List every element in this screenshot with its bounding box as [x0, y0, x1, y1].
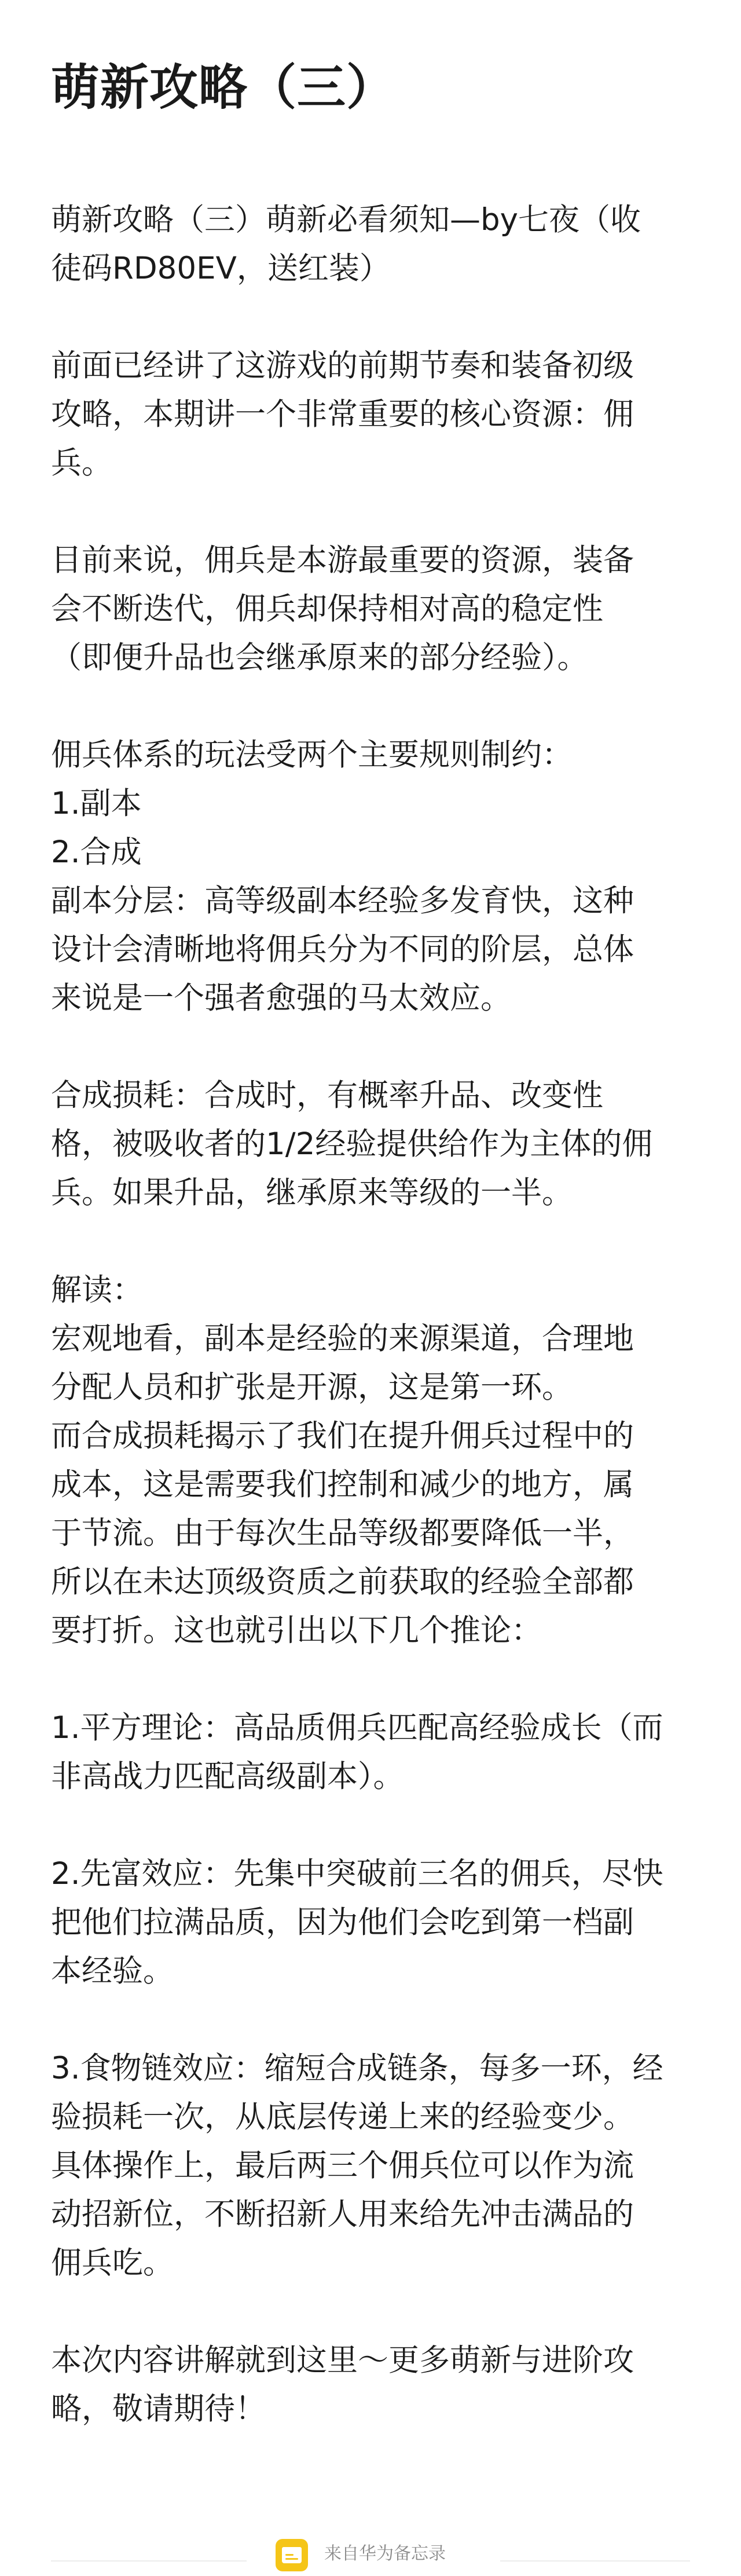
text-line: 具体操作上，最后两三个佣兵位可以作为流	[51, 2148, 634, 2183]
text-line: 设计会清晰地将佣兵分为不同的阶层，总体	[51, 932, 634, 967]
text-line: 验损耗一次，从底层传递上来的经验变少。	[51, 2099, 634, 2135]
text-line: 兵。如果升品，继承原来等级的一半。	[51, 1175, 573, 1210]
text-line: 格，被吸收者的1/2经验提供给作为主体的佣	[51, 1126, 653, 1162]
text-line: 1.副本	[51, 786, 142, 821]
paragraph-rich-first	[51, 1850, 690, 1996]
text-line: 略，敬请期待！	[51, 2391, 266, 2427]
text-line: 佣兵体系的玩法受两个主要规则制约：	[51, 737, 573, 773]
text-line: 2.先富效应：先集中突破前三名的佣兵，尽快	[51, 1856, 663, 1891]
paragraph-intro	[51, 196, 690, 293]
text-line: 非高战力匹配高级副本）。	[51, 1759, 404, 1794]
text-line: 会不断迭代，佣兵却保持相对高的稳定性	[51, 591, 603, 627]
text-line: 所以在未达顶级资质之前获取的经验全部都	[51, 1564, 634, 1600]
text-line: 兵。	[51, 445, 112, 481]
text-line: 来说是一个强者愈强的马太效应。	[51, 980, 511, 1016]
text-line: 本经验。	[51, 1953, 174, 1989]
text-line: 解读：	[51, 1272, 143, 1308]
text-line: 把他们拉满品质，因为他们会吃到第一档副	[51, 1905, 634, 1940]
notepad-icon	[276, 2539, 308, 2571]
paragraph-analysis	[51, 1266, 690, 1655]
text-line: 成本，这是需要我们控制和减少的地方，属	[51, 1467, 634, 1502]
divider	[51, 2560, 247, 2562]
text-line: （即便升品也会继承原来的部分经验）。	[51, 640, 588, 675]
source-label: 来自华为备忘录	[324, 2544, 446, 2564]
text-line: 副本分层：高等级副本经验多发育快，这种	[51, 883, 634, 919]
text-line: 本次内容讲解就到这里～更多萌新与进阶攻	[51, 2343, 634, 2378]
paragraph-food-chain	[51, 2044, 690, 2288]
paragraph-rules	[51, 731, 690, 1023]
paragraph-square-theory	[51, 1704, 690, 1801]
text-line: 攻略，本期讲一个非常重要的核心资源：佣	[51, 397, 634, 432]
paragraph-merge-loss	[51, 1071, 690, 1217]
text-line: 佣兵吃。	[51, 2245, 174, 2281]
text-line: 于节流。由于每次生品等级都要降低一半，	[51, 1516, 634, 1551]
divider	[500, 2560, 690, 2562]
text-line: 前面已经讲了这游戏的前期节奏和装备初级	[51, 348, 634, 383]
text-line: 分配人员和扩张是开源，这是第一环。	[51, 1370, 573, 1405]
text-line: 合成损耗：合成时，有概率升品、改变性	[51, 1078, 603, 1113]
text-line: 1.平方理论：高品质佣兵匹配高经验成长（而	[51, 1710, 663, 1746]
footer	[0, 2544, 741, 2569]
text-line: 徒码RD80EV，送红装）	[51, 251, 390, 286]
text-line: 动招新位，不断招新人用来给先冲击满品的	[51, 2197, 634, 2232]
paragraph-closing	[51, 2336, 690, 2434]
text-line: 萌新攻略（三）萌新必看须知—by七夜（收	[51, 202, 641, 237]
paragraph-importance	[51, 536, 690, 682]
paragraph-overview	[51, 342, 690, 488]
text-line: 2.合成	[51, 835, 142, 870]
text-line: 要打折。这也就引出以下几个推论：	[51, 1613, 542, 1648]
article-body	[51, 196, 690, 2482]
page-title: 萌新攻略（三）	[51, 59, 396, 116]
text-line: 3.食物链效应：缩短合成链条，每多一环，经	[51, 2051, 663, 2086]
text-line: 而合成损耗揭示了我们在提升佣兵过程中的	[51, 1418, 634, 1454]
text-line: 目前来说，佣兵是本游最重要的资源，装备	[51, 543, 634, 578]
text-line: 宏观地看，副本是经验的来源渠道，合理地	[51, 1321, 634, 1356]
